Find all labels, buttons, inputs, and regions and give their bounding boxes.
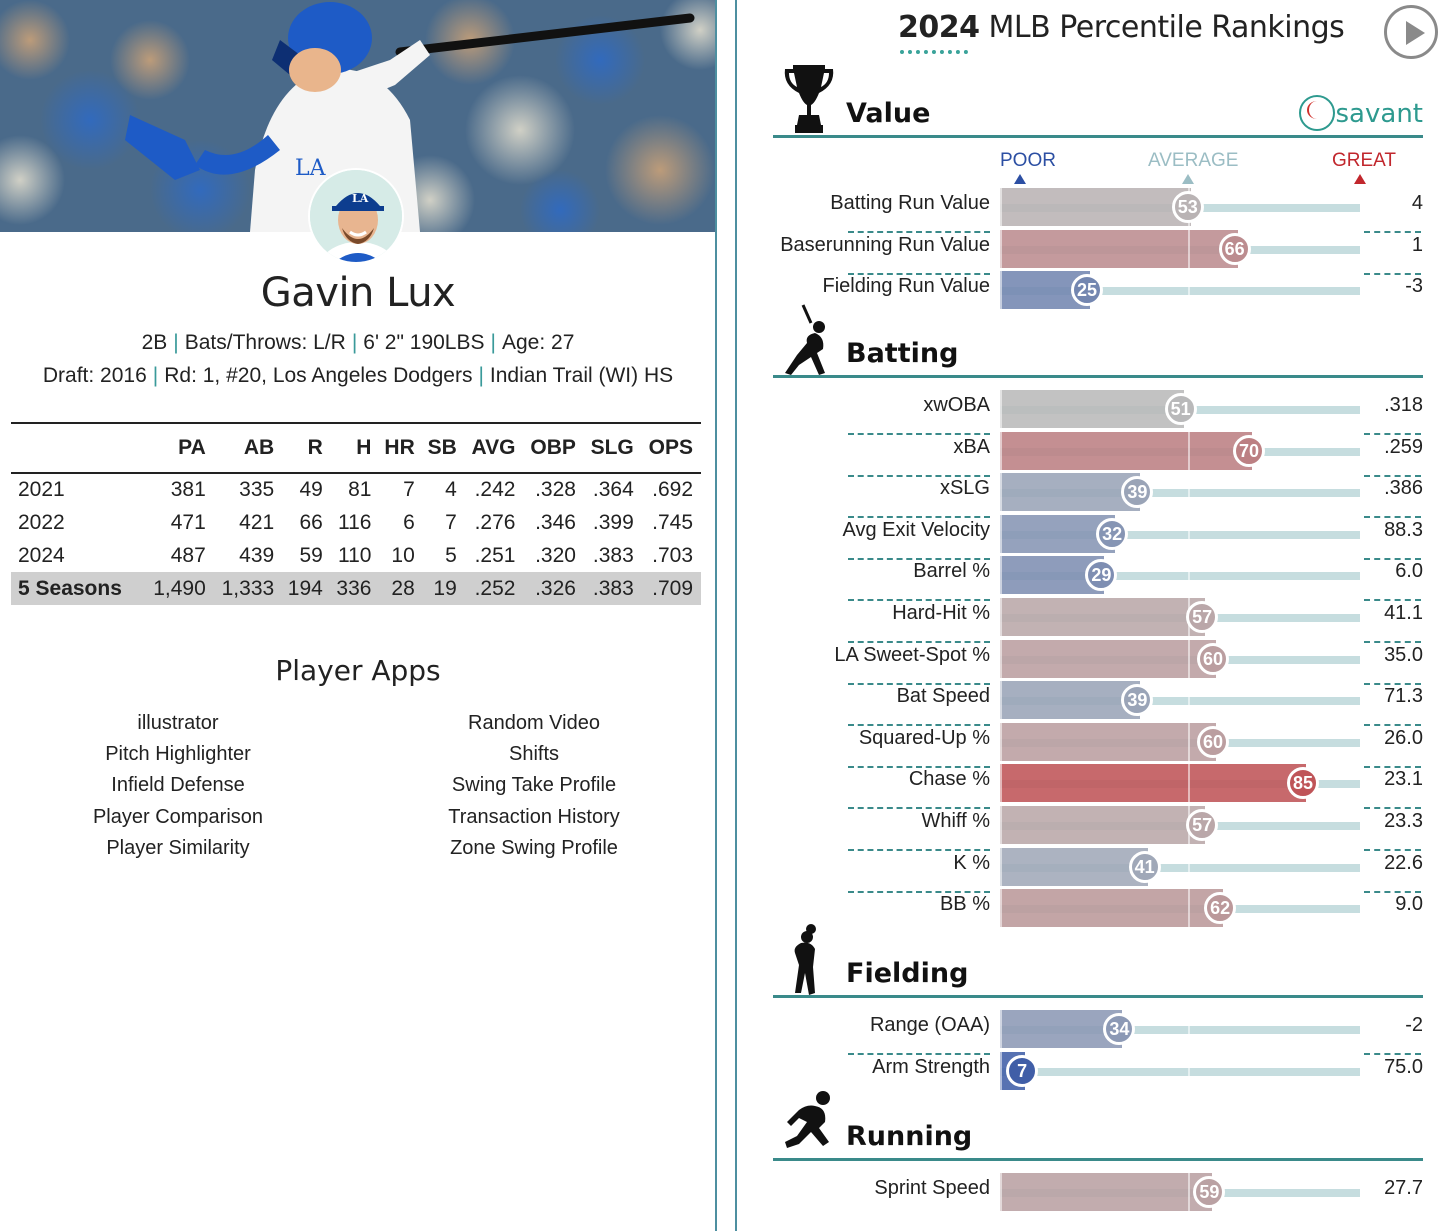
stats-cell: 66 <box>299 510 323 534</box>
metric-label: Squared-Up % <box>858 726 990 749</box>
metric-row[interactable] <box>738 432 1456 472</box>
metric-label: Fielding Run Value <box>822 275 990 298</box>
metric-label: LA Sweet-Spot % <box>834 643 990 666</box>
poor-marker-line <box>1000 390 1002 428</box>
player-school: Indian Trail (WI) HS <box>489 364 674 387</box>
separator: | <box>490 331 496 354</box>
percentile-bar <box>1000 473 1140 511</box>
section-header-running <box>773 1083 1423 1161</box>
metric-row[interactable] <box>738 1173 1456 1213</box>
metric-value: 23.1 <box>1384 768 1423 791</box>
metric-value: 41.1 <box>1384 602 1423 624</box>
stats-cell: .399 <box>592 510 634 534</box>
percentile-bubble[interactable]: 70 <box>1233 435 1265 467</box>
stats-cell: .383 <box>584 572 642 605</box>
average-marker-line <box>1188 1010 1190 1048</box>
poor-marker-line <box>1000 1173 1002 1211</box>
average-marker-line <box>1188 764 1190 802</box>
stats-cell: 1,333 <box>214 572 282 605</box>
player-app-link[interactable]: Shifts <box>508 743 560 766</box>
stats-column-header: PA <box>145 423 213 473</box>
metric-value: 71.3 <box>1384 685 1423 708</box>
stats-cell: 2021 <box>18 478 65 501</box>
player-app-link[interactable]: Player Comparison <box>92 805 264 828</box>
runner-icon <box>781 1086 837 1158</box>
stats-column-header: HR <box>379 423 422 473</box>
percentile-bubble[interactable]: 57 <box>1186 601 1218 633</box>
stats-cell: 439 <box>239 543 275 567</box>
metric-label: Chase % <box>908 768 990 791</box>
average-marker-line <box>1188 848 1190 886</box>
player-app-link[interactable]: Player Similarity <box>106 836 250 859</box>
stats-cell: 335 <box>239 478 275 501</box>
metric-row[interactable] <box>738 848 1456 888</box>
metric-value: 88.3 <box>1384 518 1423 541</box>
poor-marker-line <box>1000 1010 1002 1048</box>
stats-cell: .745 <box>652 510 693 534</box>
separator: | <box>152 364 159 387</box>
draft-label: Draft: <box>42 364 95 387</box>
average-marker-line <box>1188 681 1190 719</box>
percentile-bubble[interactable]: 39 <box>1121 684 1153 716</box>
average-marker-line <box>1188 640 1190 678</box>
stats-cell: 7 <box>445 510 457 534</box>
metric-value: 9.0 <box>1395 893 1423 916</box>
poor-marker-line <box>1000 230 1002 268</box>
separator: | <box>478 364 484 387</box>
percentile-bar <box>1000 681 1140 719</box>
metric-value: 35.0 <box>1384 643 1423 666</box>
stats-cell: 49 <box>299 478 323 501</box>
scale-marker-average <box>1182 174 1194 184</box>
percentile-bubble[interactable]: 41 <box>1129 851 1161 883</box>
percentile-bar <box>1000 598 1205 636</box>
metric-label: xwOBA <box>923 394 990 416</box>
metric-label: Barrel % <box>913 560 990 583</box>
percentile-bar <box>1000 764 1306 802</box>
svg-text:LA: LA <box>295 156 326 181</box>
metric-value: .386 <box>1384 477 1423 500</box>
stats-cell: 336 <box>331 572 380 605</box>
stats-cell: 5 Seasons <box>11 572 145 605</box>
stats-cell: .703 <box>652 543 693 567</box>
rankings-title <box>898 10 1344 45</box>
stats-cell: .242 <box>474 478 516 501</box>
stats-cell: .709 <box>642 572 701 605</box>
poor-marker-line <box>1000 806 1002 844</box>
section-header-batting <box>773 300 1423 378</box>
percentile-bubble[interactable]: 39 <box>1121 476 1153 508</box>
stats-header-row <box>11 423 701 473</box>
stats-cell: .320 <box>535 543 576 567</box>
stats-cell: 6 <box>403 510 415 534</box>
stats-cell: 5 <box>445 543 457 567</box>
stats-cell: 28 <box>379 572 422 605</box>
metric-value: -3 <box>1405 275 1423 298</box>
metric-value: 75.0 <box>1384 1055 1423 1078</box>
savant-brand[interactable]: savant <box>1335 99 1423 129</box>
percentile-bar <box>1000 640 1216 678</box>
stats-cell: 2024 <box>18 543 65 567</box>
trophy-icon <box>781 63 837 135</box>
metric-label: Baserunning Run Value <box>780 233 990 256</box>
poor-marker-line <box>1000 432 1002 470</box>
stats-row <box>11 506 701 539</box>
draft-team-link[interactable]: Los Angeles Dodgers <box>272 364 473 387</box>
percentile-bar <box>1000 230 1238 268</box>
metric-value: 4 <box>1411 192 1423 214</box>
poor-marker-line <box>1000 556 1002 594</box>
percentile-bubble[interactable]: 62 <box>1204 892 1236 924</box>
player-app-link[interactable]: Infield Defense <box>111 774 245 797</box>
section-header-fielding <box>773 920 1423 998</box>
metric-label: Arm Strength <box>872 1055 990 1078</box>
player-position: 2B <box>141 331 168 354</box>
stats-column-header: H <box>331 423 380 473</box>
stats-column-header: SLG <box>584 423 642 473</box>
metric-row[interactable] <box>738 390 1456 430</box>
metric-row[interactable] <box>738 806 1456 846</box>
metric-row[interactable] <box>738 598 1456 638</box>
metric-value: 6.0 <box>1395 560 1423 583</box>
metric-row[interactable] <box>738 188 1456 228</box>
player-card <box>0 0 716 1231</box>
player-size: 6' 2" 190LBS <box>363 331 485 354</box>
stats-cell: .328 <box>535 478 576 501</box>
metric-label: Bat Speed <box>896 685 990 708</box>
percentile-bubble[interactable]: 32 <box>1096 518 1128 550</box>
stats-cell: 4 <box>445 478 457 501</box>
scale-label-average: AVERAGE <box>1148 150 1239 171</box>
divider-line <box>715 0 717 1231</box>
player-apps-right-column <box>369 708 699 864</box>
player-bats-throws: Bats/Throws: L/R <box>184 331 346 354</box>
metric-row[interactable] <box>738 1010 1456 1050</box>
percentile-bubble[interactable]: 7 <box>1006 1055 1038 1087</box>
player-apps-left-column <box>13 708 343 864</box>
savant-logo-icon <box>1299 95 1335 131</box>
metric-label: xSLG <box>939 477 990 500</box>
percentile-bubble[interactable]: 60 <box>1197 643 1229 675</box>
percentile-bubble[interactable]: 60 <box>1197 726 1229 758</box>
metric-label: Avg Exit Velocity <box>842 518 990 541</box>
scale-marker-poor <box>1014 174 1026 184</box>
stats-total-row <box>11 572 701 605</box>
percentile-bubble[interactable]: 59 <box>1193 1176 1225 1208</box>
stats-cell: .252 <box>465 572 524 605</box>
metric-value: 27.7 <box>1384 1177 1423 1199</box>
scale-label-great: GREAT <box>1332 150 1397 171</box>
metric-label: xBA <box>953 435 990 458</box>
player-app-link[interactable]: Zone Swing Profile <box>450 836 618 859</box>
metric-value: 1 <box>1411 233 1423 256</box>
stats-column-header: OPS <box>642 423 701 473</box>
metric-value: .259 <box>1384 435 1423 458</box>
section-title: Fielding <box>846 958 969 989</box>
stats-cell: 1,490 <box>145 572 213 605</box>
metric-label: Whiff % <box>921 810 990 832</box>
percentile-track <box>1000 1068 1360 1076</box>
rankings-year: 2024 <box>898 10 980 45</box>
player-bio-line <box>0 331 716 355</box>
stats-cell: .276 <box>474 510 516 534</box>
average-marker-line <box>1188 515 1190 553</box>
stats-cell: 381 <box>170 478 206 501</box>
percentile-bubble[interactable]: 51 <box>1165 393 1197 425</box>
stats-cell: .383 <box>592 543 634 567</box>
stats-column-header: R <box>282 423 331 473</box>
player-app-link[interactable]: Transaction History <box>448 805 620 828</box>
stats-cell: 19 <box>423 572 465 605</box>
player-app-link[interactable]: illustrator <box>137 712 219 734</box>
stats-cell: 421 <box>239 510 275 534</box>
stats-cell: .251 <box>474 543 516 567</box>
percentile-bar <box>1000 1173 1212 1211</box>
stats-cell: 471 <box>170 510 206 534</box>
player-app-link[interactable]: Random Video <box>468 712 600 734</box>
section-header-value <box>773 60 1423 138</box>
poor-marker-line <box>1000 848 1002 886</box>
metric-label: Hard-Hit % <box>892 602 990 624</box>
percentile-bar <box>1000 188 1191 226</box>
metric-label: Batting Run Value <box>830 192 990 214</box>
career-stats-table <box>11 422 701 605</box>
scale-marker-great <box>1354 174 1366 184</box>
metric-value: .318 <box>1384 394 1423 416</box>
player-headshot <box>308 168 404 264</box>
percentile-rankings-panel <box>738 0 1456 1231</box>
average-marker-line <box>1188 230 1190 268</box>
percentile-bar <box>1000 432 1252 470</box>
percentile-bar <box>1000 806 1205 844</box>
average-marker-line <box>1188 473 1190 511</box>
stats-cell: 7 <box>403 478 415 501</box>
player-apps-title: Player Apps <box>275 654 441 687</box>
metric-row[interactable] <box>738 723 1456 763</box>
metric-value: -2 <box>1405 1014 1423 1036</box>
stats-cell: 110 <box>337 543 372 567</box>
stats-cell: .326 <box>523 572 583 605</box>
section-title: Running <box>846 1121 973 1152</box>
batter-icon <box>781 303 837 375</box>
metric-row[interactable] <box>738 230 1456 270</box>
poor-marker-line <box>1000 723 1002 761</box>
player-name: Gavin Lux <box>260 270 456 316</box>
metric-label: Sprint Speed <box>874 1177 990 1199</box>
draft-year-link[interactable]: 2016 <box>100 364 147 387</box>
player-draft-line <box>0 364 716 388</box>
stats-cell: .364 <box>592 478 634 501</box>
percentile-bubble[interactable]: 53 <box>1172 191 1204 223</box>
percentile-bubble[interactable]: 34 <box>1103 1013 1135 1045</box>
draft-round: Rd: 1, #20, <box>164 364 267 387</box>
metric-value: 22.6 <box>1384 851 1423 874</box>
poor-marker-line <box>1000 764 1002 802</box>
play-icon[interactable] <box>1384 5 1438 59</box>
poor-marker-line <box>1000 640 1002 678</box>
percentile-bubble[interactable]: 57 <box>1186 809 1218 841</box>
metric-row[interactable] <box>738 473 1456 513</box>
metric-row[interactable] <box>738 681 1456 721</box>
percentile-bubble[interactable]: 25 <box>1071 274 1103 306</box>
metric-value: 23.3 <box>1384 810 1423 832</box>
player-app-link[interactable]: Swing Take Profile <box>451 774 617 797</box>
metric-label: Range (OAA) <box>869 1014 990 1036</box>
stats-column-header: OBP <box>523 423 583 473</box>
separator: | <box>351 331 358 354</box>
stats-cell: 10 <box>391 543 415 567</box>
stats-cell: 2022 <box>18 510 65 534</box>
poor-marker-line <box>1000 681 1002 719</box>
poor-marker-line <box>1000 515 1002 553</box>
poor-marker-line <box>1000 188 1002 226</box>
average-marker-line <box>1188 1173 1190 1211</box>
metric-label: K % <box>953 851 990 874</box>
stats-row <box>11 539 701 572</box>
percentile-bubble[interactable]: 29 <box>1085 559 1117 591</box>
metric-row[interactable] <box>738 556 1456 596</box>
percentile-bar <box>1000 848 1148 886</box>
stats-cell: 194 <box>282 572 331 605</box>
percentile-bubble[interactable]: 85 <box>1287 767 1319 799</box>
player-app-link[interactable]: Pitch Highlighter <box>105 743 251 766</box>
percentile-bar <box>1000 390 1184 428</box>
metric-label: BB % <box>939 893 990 916</box>
stats-column-header: AVG <box>465 423 524 473</box>
stats-column-header: AB <box>214 423 282 473</box>
svg-text:LA: LA <box>352 192 369 205</box>
average-marker-line <box>1188 432 1190 470</box>
stats-cell: .692 <box>652 478 693 501</box>
fielder-icon <box>781 923 837 995</box>
stats-column-header <box>11 423 145 473</box>
metric-value: 26.0 <box>1384 726 1423 749</box>
separator: | <box>173 331 179 354</box>
percentile-bubble[interactable]: 66 <box>1219 233 1251 265</box>
metric-row[interactable] <box>738 515 1456 555</box>
divider-line <box>735 0 737 1231</box>
section-title: Value <box>846 98 931 129</box>
stats-cell: 487 <box>170 543 206 567</box>
stats-cell: 59 <box>299 543 323 567</box>
scale-label-poor: POOR <box>1000 150 1056 171</box>
stats-cell: .346 <box>535 510 576 534</box>
stats-row <box>11 473 701 506</box>
player-age: Age: 27 <box>501 331 575 354</box>
poor-marker-line <box>1000 473 1002 511</box>
rankings-title-text: MLB Percentile Rankings <box>988 10 1345 45</box>
stats-column-header: SB <box>423 423 465 473</box>
stats-cell: 116 <box>337 510 372 534</box>
average-marker-line <box>1188 556 1190 594</box>
percentile-bar <box>1000 723 1216 761</box>
average-marker-line <box>1188 723 1190 761</box>
title-underline-dots <box>900 50 968 56</box>
stats-cell: 81 <box>348 478 372 501</box>
section-title: Batting <box>846 338 959 369</box>
metric-row[interactable] <box>738 764 1456 804</box>
metric-row[interactable] <box>738 640 1456 680</box>
poor-marker-line <box>1000 598 1002 636</box>
